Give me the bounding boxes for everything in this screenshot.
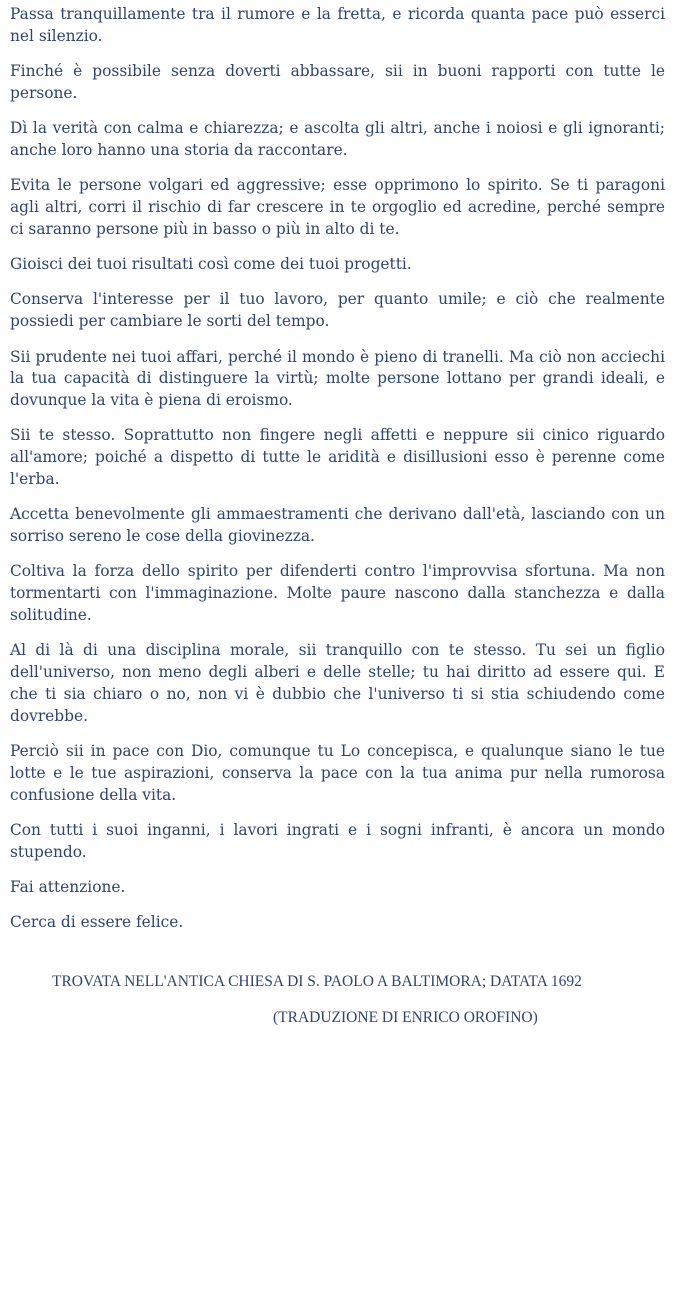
paragraph-9: Accetta benevolmente gli ammaestramenti che derivano dall'età, lasciando con un sorriso sereno le cose della giovinezza. [10,505,665,546]
paragraph-7: Sii prudente nei tuoi affari, perché il mondo è pieno di tranelli. Ma ciò non acciechi la tua capacità di distinguere la virtù; molte persone lottano per grandi ideali, e dovunque la vita è piena di eroismo. [10,347,665,410]
document-body [10,4,665,948]
paragraph-6: Conserva l'interesse per il tuo lavoro, per quanto umile; e ciò che realmente possiedi per cambiare le sorti del tempo. [10,290,665,331]
paragraph-8: Sii te stesso. Soprattutto non fingere negli affetti e neppure sii cinico riguardo all'amore; poiché a dispetto di tutte le aridità e disillusioni esso è perenne come l'erba. [10,426,665,489]
footer-translation: (TRADUZIONE DI ENRICO OROFINO) [273,1009,538,1026]
paragraph-11: Al di là di una disciplina morale, sii tranquillo con te stesso. Tu sei un figlio dell'universo, non meno degli alberi e delle stelle; tu hai diritto ad essere qui. E che ti sia chiaro o no, non vi è dubbio che l'universo ti si stia schiudendo come dovrebbe. [10,641,665,725]
paragraph-12: Perciò sii in pace con Dio, comunque tu Lo concepisca, e qualunque siano le tue lotte e le tue aspirazioni, conserva la pace con la tua anima pur nella rumorosa confusione della vita. [10,742,665,804]
paragraph-4: Evita le persone volgari ed aggressive; esse opprimono lo spirito. Se ti paragoni agli altri, corri il rischio di far crescere in te orgoglio ed acredine, perché sempre ci saranno persone più in basso o più in alto di te. [10,176,665,238]
paragraph-2: Finché è possibile senza doverti abbassare, sii in buoni rapporti con tutte le persone. [10,62,665,102]
footer-origin: TROVATA NELL'ANTICA CHIESA DI S. PAOLO A BALTIMORA; DATATA 1692 [52,973,582,990]
paragraph-13: Con tutti i suoi inganni, i lavori ingrati e i sogni infranti, è ancora un mondo stupendo. [10,820,665,861]
paragraph-10: Coltiva la forza dello spirito per difenderti contro l'improvvisa sfortuna. Ma non tormentarti con l'immaginazione. Molte paure nascono dalla stanchezza e dalla solitudine. [10,562,665,625]
paragraph-1: Passa tranquillamente tra il rumore e la fretta, e ricorda quanta pace può esserci nel silenzio. [10,5,665,45]
paragraph-5: Gioisci dei tuoi risultati così come dei tuoi progetti. [10,255,412,274]
paragraph-3: Dì la verità con calma e chiarezza; e ascolta gli altri, anche i noiosi e gli ignoranti; anche loro hanno una storia da raccontare. [10,119,665,159]
paragraph-14: Fai attenzione. [10,878,126,896]
paragraph-15: Cerca di essere felice. [10,913,184,932]
